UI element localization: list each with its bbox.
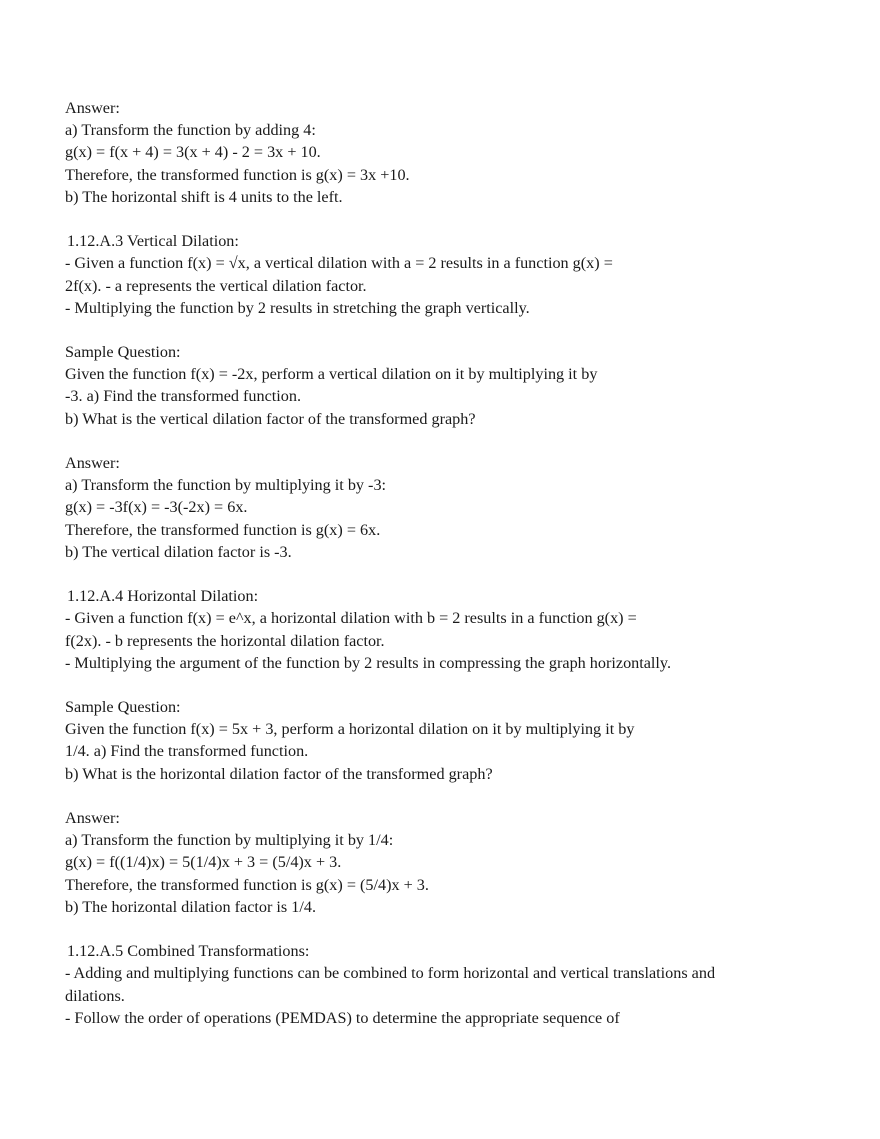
answer-line: Therefore, the transformed function is g(x) = 3x +10. — [65, 165, 410, 184]
question-line: b) What is the horizontal dilation factor of the transformed graph? — [65, 764, 493, 783]
section-line: - Given a function f(x) = √x, a vertical dilation with a = 2 results in a function g(x) = — [65, 254, 613, 273]
question-line: Given the function f(x) = -2x, perform a vertical dilation on it by multiplying it by — [65, 365, 598, 384]
answer-block-horizontal-shift — [65, 97, 785, 208]
sample-question-horizontal-dilation — [65, 696, 785, 785]
answer-line: a) Transform the function by adding 4: — [65, 121, 316, 140]
answer-line: b) The horizontal dilation factor is 1/4. — [65, 897, 316, 916]
section-heading: 1.12.A.5 Combined Transformations: — [67, 942, 310, 961]
answer-line: b) The vertical dilation factor is -3. — [65, 542, 292, 561]
paragraph-spacer — [65, 208, 785, 230]
answer-line: g(x) = -3f(x) = -3(-2x) = 6x. — [65, 498, 248, 517]
section-line: - Multiplying the argument of the function by 2 results in compressing the graph horizontally. — [65, 653, 672, 672]
paragraph-spacer — [65, 674, 785, 696]
section-heading: 1.12.A.3 Vertical Dilation: — [67, 232, 239, 251]
document-page — [65, 97, 785, 1029]
question-line: b) What is the vertical dilation factor of the transformed graph? — [65, 409, 476, 428]
paragraph-spacer — [65, 918, 785, 940]
section-combined-transformations — [65, 940, 785, 1029]
answer-heading: Answer: — [65, 809, 120, 827]
answer-block-horizontal-dilation — [65, 807, 785, 918]
section-line: - Follow the order of operations (PEMDAS) to determine the appropriate sequence of — [65, 1008, 620, 1027]
question-line: 1/4. a) Find the transformed function. — [65, 742, 309, 761]
sample-question-vertical-dilation — [65, 341, 785, 430]
section-line: - Adding and multiplying functions can be combined to form horizontal and vertical translations and — [65, 964, 716, 983]
section-heading: 1.12.A.4 Horizontal Dilation: — [67, 587, 259, 606]
section-line: - Given a function f(x) = e^x, a horizontal dilation with b = 2 results in a function g(x) = — [65, 609, 637, 628]
answer-block-vertical-dilation — [65, 452, 785, 563]
answer-line: g(x) = f((1/4)x) = 5(1/4)x + 3 = (5/4)x + 3. — [65, 853, 342, 872]
answer-line: a) Transform the function by multiplying it by -3: — [65, 476, 387, 495]
question-line: -3. a) Find the transformed function. — [65, 387, 302, 406]
answer-line: g(x) = f(x + 4) = 3(x + 4) - 2 = 3x + 10. — [65, 143, 321, 162]
section-vertical-dilation — [65, 230, 785, 319]
paragraph-spacer — [65, 785, 785, 807]
paragraph-spacer — [65, 319, 785, 341]
question-line: Given the function f(x) = 5x + 3, perform a horizontal dilation on it by multiplying it by — [65, 720, 635, 739]
answer-heading: Answer: — [65, 99, 120, 117]
sample-question-heading: Sample Question: — [65, 698, 181, 717]
section-line: 2f(x). - a represents the vertical dilation factor. — [65, 276, 367, 295]
section-line: dilations. — [65, 986, 125, 1005]
section-line: f(2x). - b represents the horizontal dilation factor. — [65, 631, 385, 650]
paragraph-spacer — [65, 563, 785, 585]
answer-line: b) The horizontal shift is 4 units to the left. — [65, 187, 343, 206]
section-line: - Multiplying the function by 2 results in stretching the graph vertically. — [65, 298, 530, 317]
section-horizontal-dilation — [65, 585, 785, 674]
paragraph-spacer — [65, 430, 785, 452]
answer-heading: Answer: — [65, 454, 120, 472]
answer-line: Therefore, the transformed function is g(x) = (5/4)x + 3. — [65, 875, 429, 894]
sample-question-heading: Sample Question: — [65, 343, 181, 362]
answer-line: Therefore, the transformed function is g(x) = 6x. — [65, 520, 381, 539]
answer-line: a) Transform the function by multiplying it by 1/4: — [65, 831, 394, 850]
